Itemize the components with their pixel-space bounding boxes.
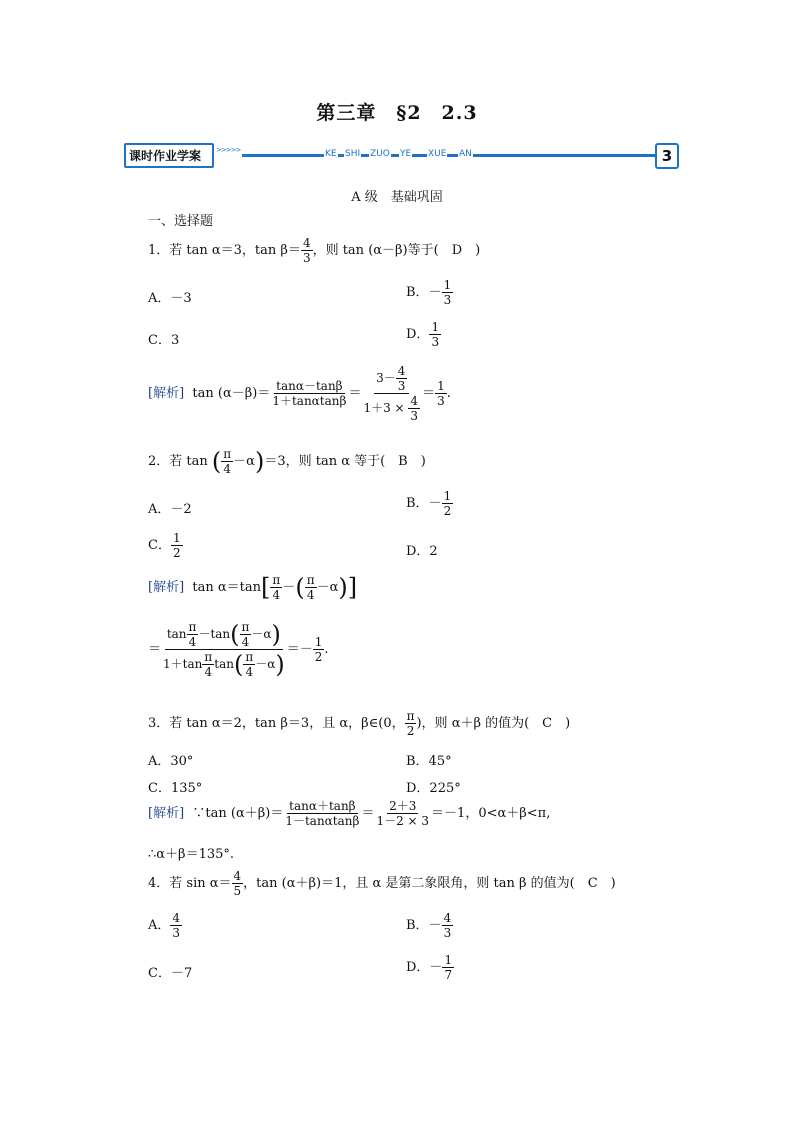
banner-pinyin: ZUO	[370, 149, 390, 159]
q2-option-b: B．－ $\frac{1}{2}$	[406, 489, 452, 518]
q2-option-a: A．－2	[148, 502, 192, 517]
q2-option-c: C． $\frac{1}{2}$	[148, 531, 181, 560]
q1-option-c: C．3	[148, 333, 180, 348]
q2-solution-line1: [解析] tan α＝tan[ $\frac{\pi}{4}$ －( $\frac{\pi}{4}$ －α)]	[148, 573, 358, 602]
lesson-number-badge: 3	[655, 143, 679, 169]
question-3-stem: 3．若 tan α＝2，tan β＝3，且 α，β∈(0， $\frac{\pi}{2}$ )，则 α＋β 的值为( C )	[148, 709, 571, 738]
section-heading: 一、选择题	[148, 214, 214, 229]
banner-pinyin: XUE	[428, 149, 447, 159]
q4-option-c: C．－7	[148, 966, 193, 981]
q2-option-d: D．2	[406, 544, 438, 559]
banner-pinyin: SHI	[345, 149, 361, 159]
banner-line	[242, 154, 657, 157]
q4-option-d: D．－ $\frac{1}{7}$	[406, 953, 453, 982]
q3-solution-line2: ∴α＋β＝135°.	[148, 847, 235, 862]
question-2-stem: 2．若 tan ( $\frac{\pi}{4}$ －α)＝3，则 tan α 等于( B )	[148, 447, 426, 476]
banner-pinyin: YE	[400, 149, 412, 159]
q3-option-a: A．30°	[148, 754, 194, 769]
q3-option-b: B．45°	[406, 754, 452, 769]
q3-option-c: C．135°	[148, 781, 203, 796]
section-banner	[124, 143, 679, 170]
q3-option-d: D．225°	[406, 781, 461, 796]
banner-pinyin: KE	[325, 149, 337, 159]
level-heading: A 级 基础巩固	[351, 190, 443, 205]
q2-solution-line2: ＝ tan $\frac{\pi}{4}$ －tan( $\frac{\pi}{4}$ －α) 1＋tan $\frac{\pi}{4}$ tan( $\frac{\pi}{4}$ －α) ＝－ $\frac{1}{2}$ .	[148, 620, 329, 679]
q4-option-b: B．－ $\frac{4}{3}$	[406, 911, 452, 940]
q1-option-d: D． $\frac{1}{3}$	[406, 320, 440, 349]
banner-pinyin: AN	[459, 149, 472, 159]
page-title: 第三章 §2 2.3	[316, 102, 478, 124]
q1-option-a: A．－3	[148, 291, 192, 306]
banner-label: 课时作业学案	[124, 143, 214, 168]
question-4-stem: 4．若 sin α＝ $\frac{4}{5}$ ，tan (α＋β)＝1，且 α 是第二象限角，则 tan β 的值为( C )	[148, 869, 616, 898]
q1-solution: [解析] tan (α－β)＝ $\frac{\tan\alpha-\tan\beta}{1+\tan\alpha\tan\beta}$ ＝ 3－ $\frac{4}{3}$ 1＋3 × $\frac{4}{3}$ ＝ $\frac{1}{3}$ .	[148, 364, 451, 423]
q4-option-a: A． $\frac{4}{3}$	[148, 911, 181, 940]
question-1-stem: 1．若 tan α＝3，tan β＝ $\frac{4}{3}$ ，则 tan (α－β)等于( D )	[148, 236, 481, 265]
banner-arrows: >>>>>	[216, 146, 241, 154]
q1-option-b: B．－ $\frac{1}{3}$	[406, 278, 452, 307]
q3-solution-line1: [解析] ∵tan (α＋β)＝ $\frac{\tan\alpha+\tan\beta}{1-\tan\alpha\tan\beta}$ ＝ $\frac{2+3}{1-2 \times 3}$ ＝－1，0<α＋β<π,	[148, 799, 551, 828]
